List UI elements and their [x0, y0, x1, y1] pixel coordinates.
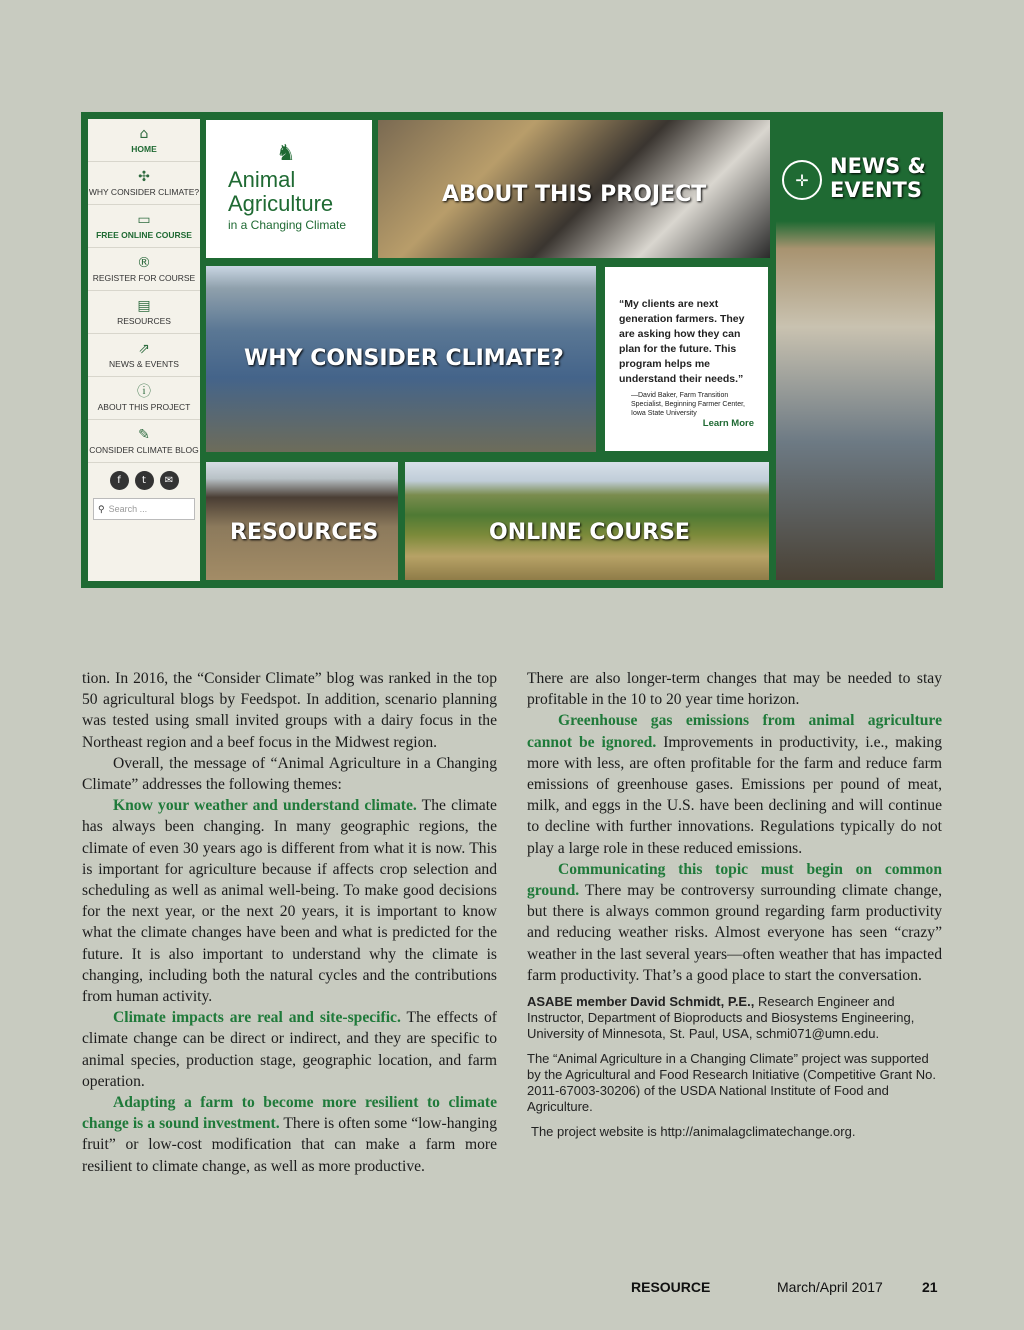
- resources-title: RESOURCES: [230, 520, 379, 545]
- testimonial-attribution: —David Baker, Farm Transition Specialist, Beginning Farmer Center, Iowa State University: [631, 392, 745, 417]
- theme-heading: Know your weather and understand climate.: [113, 797, 417, 815]
- laptop-icon: ▭: [137, 212, 151, 228]
- news-icon: ⇗: [138, 341, 150, 357]
- logo-tile[interactable]: [206, 120, 372, 258]
- paragraph: Greenhouse gas emissions from animal agriculture cannot be ignored. Improvements in productivity, i.e., making more with less, are often profitable for the farm and reduce farm emissions of greenhouse gases. Emissions per pound of meat, milk, and eggs in the U.S. have been declining and will continue to decline with further innovations. Regulations typically do not play a large role in these reduced emissions.: [527, 712, 942, 857]
- search-input[interactable]: ⚲ Search ...: [93, 498, 195, 520]
- funding-note: The “Animal Agriculture in a Changing Climate” project was supported by the Agricultural and Food Research Initiative (Competitive Grant No. 2011-67003-30206) of the USDA National Institute of Food and Agriculture.: [527, 1051, 936, 1115]
- footer-page-number: 21: [922, 1279, 938, 1295]
- home-icon: ⌂: [139, 126, 149, 142]
- resources-tile[interactable]: [206, 462, 398, 580]
- paragraph: Communicating this topic must begin on common ground. There may be controversy surrounding climate change, but there is always common ground regarding farm productivity and reducing weather risks. Almost everyone has seen “crazy” weather in the last several years—often weather that has impacted farm productivity. That’s a good place to start the conversation.: [527, 860, 942, 984]
- logo-tagline: in a Changing Climate: [228, 218, 347, 232]
- theme-heading: Greenhouse gas emissions from animal agriculture cannot be ignored.: [527, 712, 942, 751]
- learn-more-link[interactable]: Learn More: [702, 418, 754, 429]
- paragraph: Adapting a farm to become more resilient to climate change is a sound investment. There is often some “low-hanging fruit” or low-cost modification that can make a farm more resilient to climate change, as well as more productive.: [82, 1094, 497, 1175]
- left-column: [82, 668, 497, 1177]
- compass-rose-icon: ✛: [782, 160, 822, 200]
- paragraph: tion. In 2016, the “Consider Climate” blog was ranked in the top 50 agricultural blogs by Feedspot. In addition, scenario planning was tested using small invited groups with a dairy focus in the Northeast region and a beef focus in the Midwest region.: [82, 670, 497, 751]
- footer-magazine: RESOURCE: [631, 1279, 711, 1295]
- paragraph: There are also longer-term changes that may be needed to stay profitable in the 10 to 20 year time horizon.: [527, 670, 942, 709]
- testimonial-quote: “My clients are next generation farmers. They are asking how they can plan for the future. This program helps me understand their needs.”: [619, 298, 745, 385]
- facebook-icon[interactable]: f: [110, 471, 129, 490]
- sidebar-item-resources[interactable]: ▤ RESOURCES: [88, 291, 200, 334]
- paragraph: Know your weather and understand climate. The climate has always been changing. In many geographic regions, the climate of even 30 years ago is different from what it is now. This is important for agriculture because if affects crop selection and scheduling as well as animal well-being. To make good decisions for the next year, or the next 20 years, it is important to know what the climate changes have been and what is predicted for the future. It is also important to understand why the climate is changing, including both the natural cycles and the contributions from human activity.: [82, 797, 497, 1006]
- social-links: [88, 471, 200, 490]
- sidebar-item-why-consider-climate[interactable]: ✣ WHY CONSIDER CLIMATE?: [88, 162, 200, 205]
- website-screenshot-figure: [81, 112, 943, 588]
- sidebar-item-free-online-course[interactable]: ▭ FREE ONLINE COURSE: [88, 205, 200, 248]
- twitter-icon[interactable]: t: [135, 471, 154, 490]
- theme-heading: Communicating this topic must begin on common ground.: [527, 860, 942, 900]
- online-course-tile[interactable]: [405, 462, 769, 580]
- info-icon: ⓘ: [137, 384, 151, 400]
- paragraph: Overall, the message of “Animal Agriculture in a Changing Climate” addresses the following themes:: [82, 754, 497, 794]
- right-column: [527, 668, 942, 1140]
- blog-icon: ✎: [138, 427, 150, 443]
- logo-agriculture: Agriculture: [228, 191, 334, 216]
- register-icon: ®: [137, 255, 151, 271]
- news-events-tile[interactable]: [776, 120, 935, 580]
- sidebar-item-news-events[interactable]: ⇗ NEWS & EVENTS: [88, 334, 200, 377]
- sidebar-item-register[interactable]: ® REGISTER FOR COURSE: [88, 248, 200, 291]
- footer-issue: March/April 2017: [777, 1279, 883, 1295]
- weathervane-icon: ♞: [276, 140, 296, 165]
- sidebar-item-about[interactable]: ⓘ ABOUT THIS PROJECT: [88, 377, 200, 420]
- news-events-title: NEWS & EVENTS: [830, 154, 926, 202]
- resources-icon: ▤: [137, 298, 151, 314]
- sidebar-item-blog[interactable]: ✎ CONSIDER CLIMATE BLOG: [88, 420, 200, 463]
- online-course-title: ONLINE COURSE: [489, 520, 690, 545]
- email-icon[interactable]: ✉: [160, 471, 179, 490]
- theme-heading: Climate impacts are real and site-specific.: [113, 1009, 401, 1027]
- about-project-title: ABOUT THIS PROJECT: [442, 182, 707, 207]
- author-note: ASABE member David Schmidt, P.E., Research Engineer and Instructor, Department of Bioproducts and Biosystems Engineering, University of Minnesota, St. Paul, USA, schmi071@umn.edu.: [527, 994, 915, 1042]
- theme-heading: Adapting a farm to become more resilient to climate change is a sound investment.: [82, 1094, 497, 1133]
- why-climate-title: WHY CONSIDER CLIMATE?: [244, 346, 564, 371]
- search-icon: ⚲: [98, 503, 105, 514]
- logo-animal: Animal: [228, 167, 296, 192]
- sidebar-nav: [88, 119, 200, 581]
- testimonial-card: [605, 267, 768, 451]
- website-note: The project website is http://animalagclimatechange.org.: [531, 1124, 856, 1140]
- paragraph: Climate impacts are real and site-specific. The effects of climate change can be direct or indirect, and they are specific to animal species, production stage, geographic location, and farm operation.: [82, 1009, 497, 1090]
- about-project-tile[interactable]: [378, 120, 770, 258]
- compass-icon: ✣: [138, 169, 150, 185]
- why-climate-tile[interactable]: [206, 266, 596, 452]
- sidebar-item-home[interactable]: ⌂ HOME: [88, 119, 200, 162]
